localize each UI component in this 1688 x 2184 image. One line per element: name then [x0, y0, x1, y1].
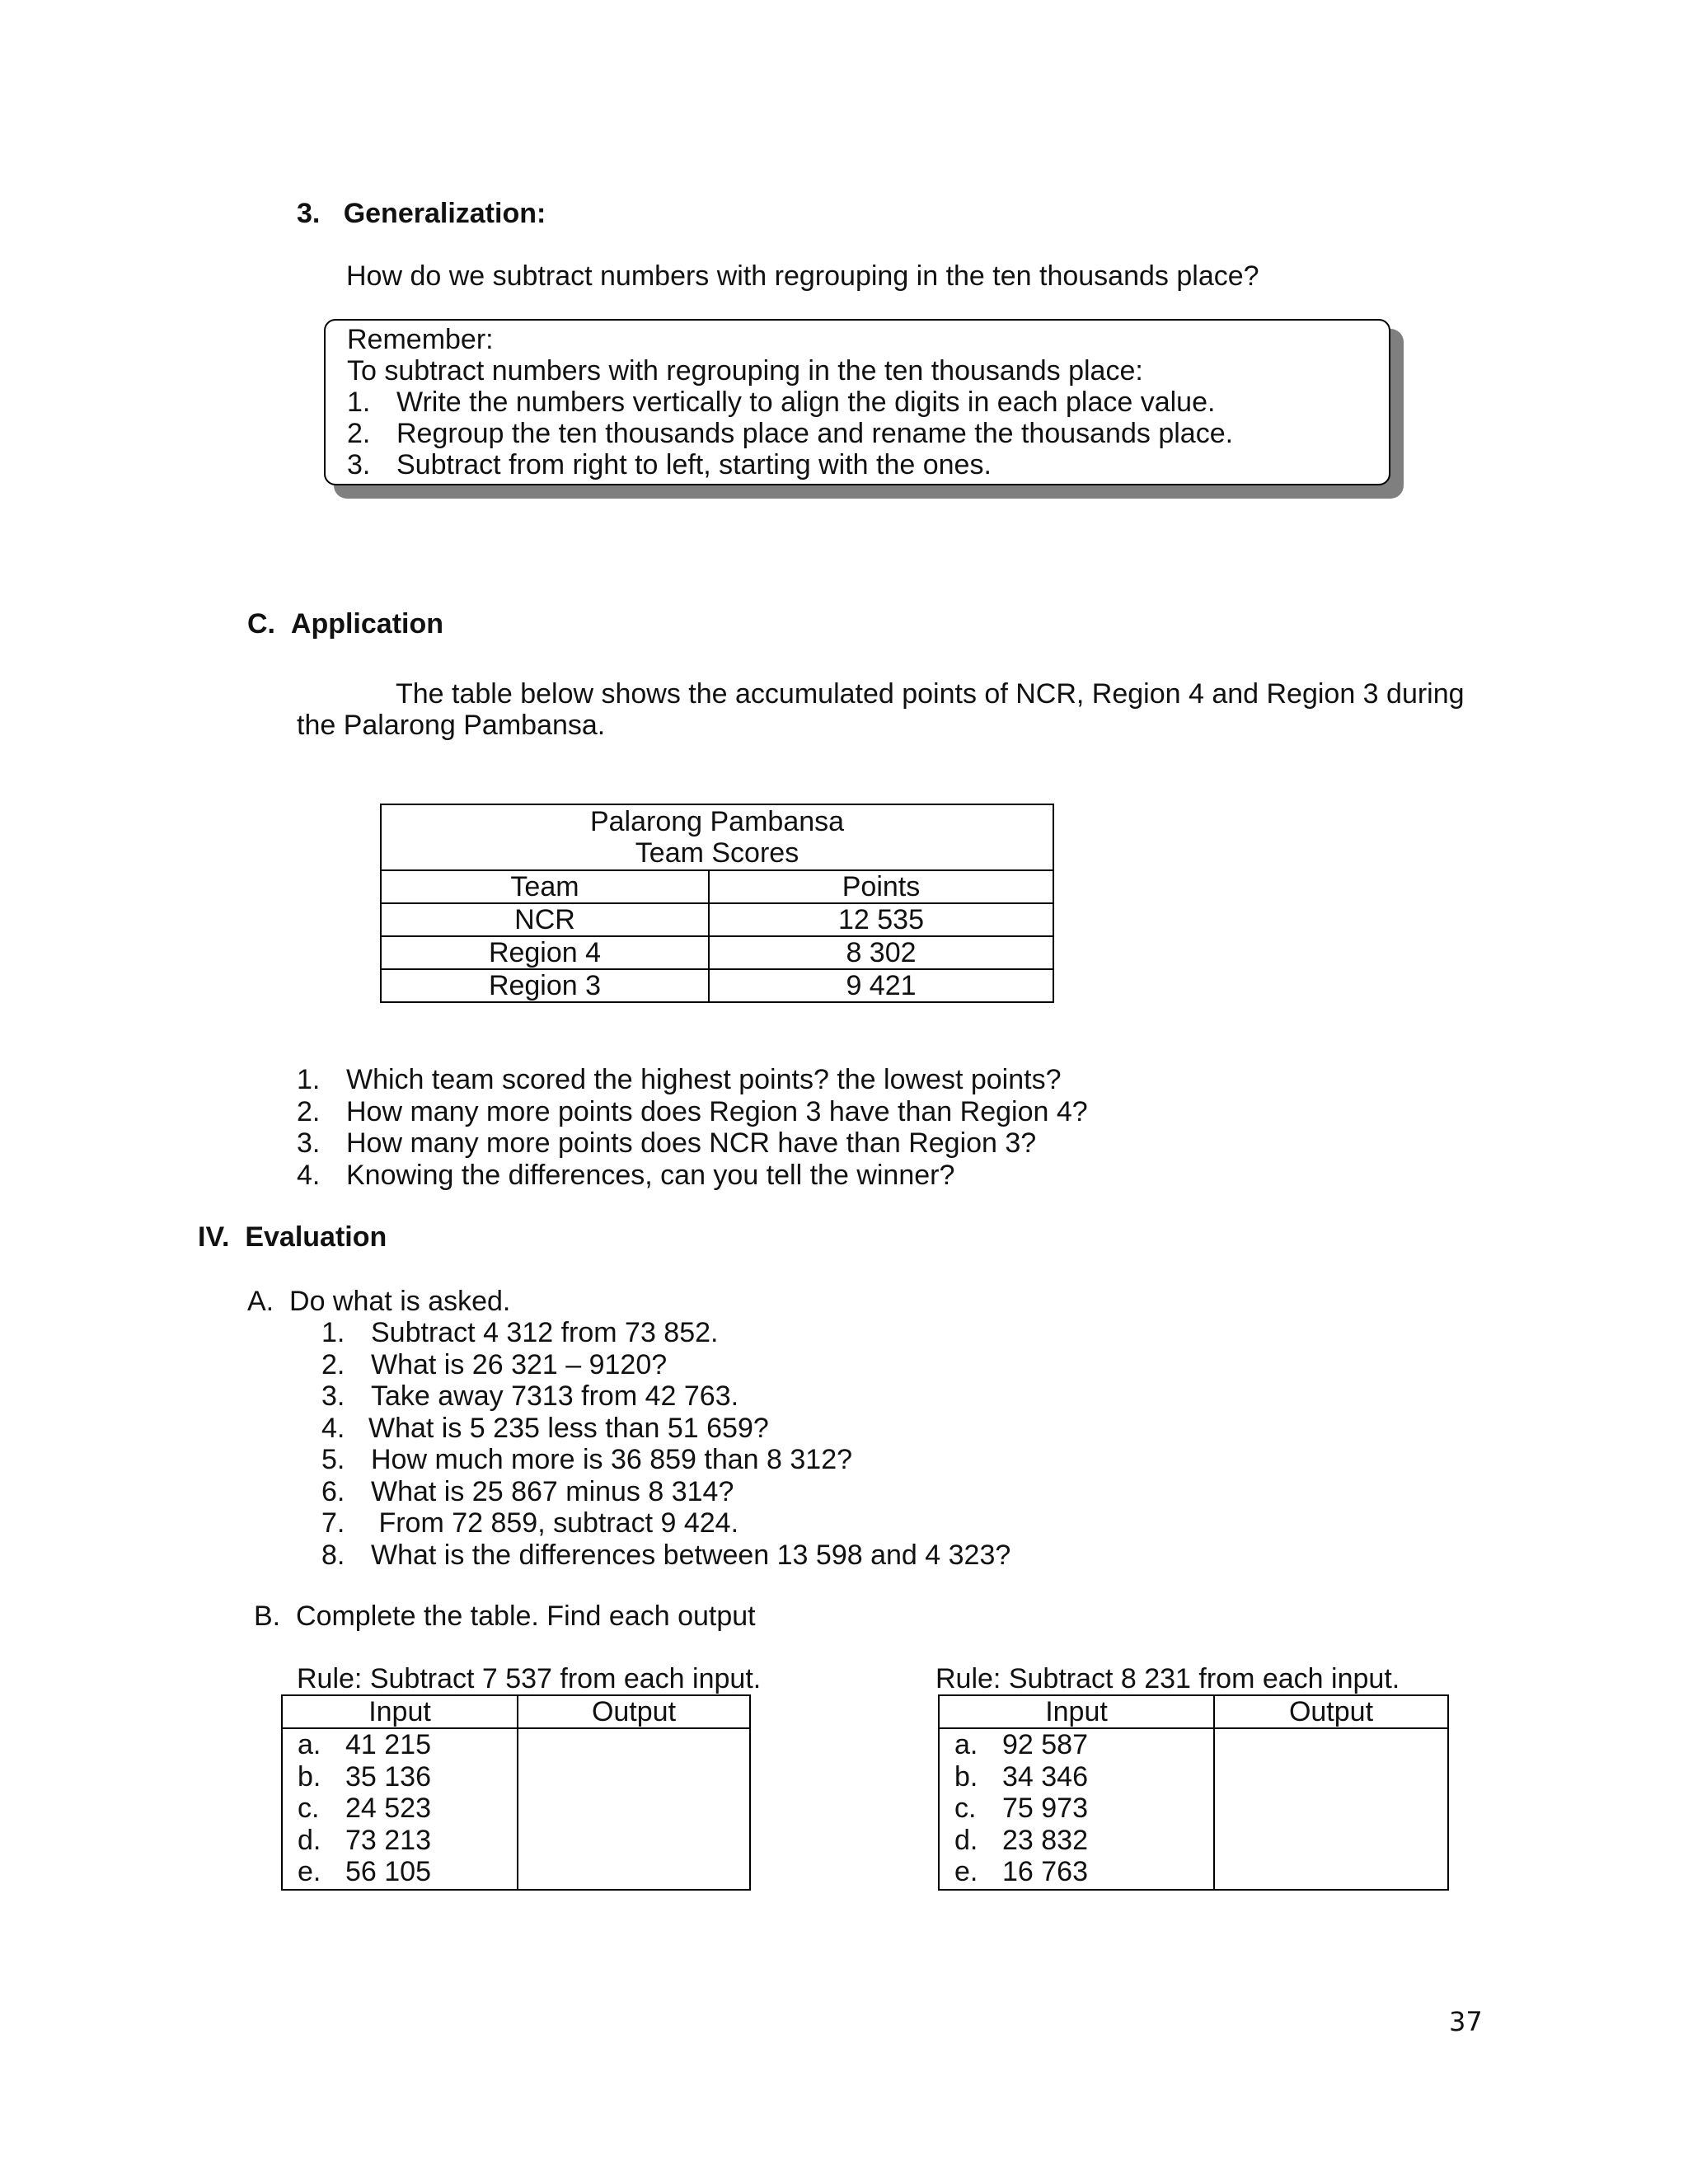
table-body-row	[939, 1728, 1448, 1890]
remember-box	[324, 319, 1390, 485]
step-text: Subtract from right to left, starting with the ones.	[396, 449, 992, 480]
table-subtitle: Team Scores	[635, 837, 799, 869]
list-item	[297, 1160, 1088, 1192]
item-letter: c.	[954, 1793, 977, 1824]
team-cell: Region 3	[381, 969, 709, 1002]
item-text: What is the differences between 13 598 and 4 323?	[371, 1539, 1011, 1571]
table-title-cell	[381, 804, 1053, 870]
output-cell[interactable]	[1214, 1728, 1448, 1890]
remember-intro: To subtract numbers with regrouping in the ten thousands place:	[347, 355, 1143, 387]
generalization-question: How do we subtract numbers with regrouping in the ten thousands place?	[346, 260, 1259, 292]
list-item	[297, 1064, 1088, 1096]
list-item	[321, 1413, 1010, 1445]
item-value: 24 523	[345, 1793, 431, 1824]
input-cell	[282, 1728, 518, 1890]
remember-title: Remember:	[347, 324, 494, 355]
item-text: Take away 7313 from 42 763.	[371, 1380, 739, 1412]
step-number: 1.	[347, 387, 371, 418]
application-heading: C. Application	[247, 608, 443, 640]
input-item	[298, 1793, 517, 1825]
item-number: 5.	[321, 1444, 345, 1475]
header-team: Team	[381, 870, 709, 903]
item-number: 6.	[321, 1475, 345, 1507]
item-text: Knowing the differences, can you tell the winner?	[346, 1159, 955, 1191]
item-number: 3.	[297, 1127, 321, 1159]
table-row	[381, 936, 1053, 969]
input-cell	[939, 1728, 1214, 1890]
input-item	[298, 1856, 517, 1888]
item-text: How many more points does Region 3 have than Region 4?	[346, 1095, 1088, 1127]
table-row	[381, 969, 1053, 1002]
part-b-label: B. Complete the table. Find each output	[254, 1601, 756, 1632]
item-letter: a.	[298, 1729, 321, 1760]
item-letter: b.	[298, 1760, 321, 1793]
team-cell: Region 4	[381, 936, 709, 969]
output-cell[interactable]	[518, 1728, 750, 1890]
table-header-row	[381, 870, 1053, 903]
list-item	[321, 1476, 1010, 1508]
header-output: Output	[1214, 1695, 1448, 1728]
item-letter: d.	[298, 1824, 321, 1856]
team-scores-table	[380, 804, 1054, 1003]
input-item	[954, 1856, 1213, 1888]
points-cell: 9 421	[709, 969, 1053, 1002]
list-item	[321, 1444, 1010, 1476]
item-value: 41 215	[345, 1729, 431, 1760]
list-item	[321, 1349, 1010, 1381]
input-item	[298, 1729, 517, 1761]
application-questions	[297, 1064, 1088, 1191]
input-output-table-left	[281, 1694, 751, 1891]
item-number: 3.	[321, 1380, 345, 1412]
points-cell: 12 535	[709, 903, 1053, 936]
item-number: 1.	[321, 1317, 345, 1348]
table-row	[381, 903, 1053, 936]
table-title-row	[381, 804, 1053, 870]
input-output-table-right	[938, 1694, 1449, 1891]
rule-right: Rule: Subtract 8 231 from each input.	[935, 1663, 1400, 1694]
table-header-row	[282, 1695, 750, 1728]
item-letter: a.	[954, 1729, 978, 1760]
generalization-heading: 3. Generalization:	[297, 198, 546, 229]
remember-step	[347, 418, 1389, 449]
item-letter: e.	[298, 1856, 321, 1887]
item-value: 23 832	[1002, 1824, 1088, 1856]
item-letter: e.	[954, 1856, 978, 1887]
step-text: Regroup the ten thousands place and rename the thousands place.	[396, 418, 1234, 449]
header-input: Input	[282, 1695, 518, 1728]
item-value: 35 136	[345, 1760, 431, 1793]
points-cell: 8 302	[709, 936, 1053, 969]
page-number: 37	[1449, 2006, 1483, 2037]
input-item	[298, 1825, 517, 1857]
item-letter: d.	[954, 1824, 978, 1856]
table-header-row	[939, 1695, 1448, 1728]
item-letter: b.	[954, 1760, 978, 1793]
item-text: How many more points does NCR have than Region 3?	[346, 1127, 1037, 1159]
step-text: Write the numbers vertically to align the digits in each place value.	[396, 387, 1216, 418]
item-text: From 72 859, subtract 9 424.	[371, 1507, 739, 1539]
item-value: 16 763	[1002, 1856, 1088, 1887]
remember-step	[347, 449, 1389, 480]
input-item	[954, 1729, 1213, 1761]
list-item	[321, 1507, 1010, 1540]
remember-step	[347, 387, 1389, 418]
header-input: Input	[939, 1695, 1214, 1728]
item-text: How much more is 36 859 than 8 312?	[371, 1444, 853, 1475]
item-value: 56 105	[345, 1856, 431, 1887]
item-text: What is 26 321 – 9120?	[371, 1348, 668, 1380]
item-number: 7.	[321, 1507, 345, 1539]
item-text: Which team scored the highest points? the lowest points?	[346, 1064, 1062, 1095]
application-intro-line2: the Palarong Pambansa.	[297, 710, 606, 741]
item-value: 73 213	[345, 1824, 431, 1856]
item-text: What is 25 867 minus 8 314?	[371, 1475, 734, 1507]
header-points: Points	[709, 870, 1053, 903]
item-number: 4.	[297, 1159, 321, 1191]
list-item	[321, 1540, 1010, 1572]
item-text: Subtract 4 312 from 73 852.	[371, 1317, 719, 1348]
item-value: 75 973	[1002, 1793, 1088, 1824]
part-a-items	[321, 1317, 1010, 1571]
item-number: 2.	[297, 1095, 321, 1127]
item-number: 1.	[297, 1064, 321, 1095]
part-a-label: A. Do what is asked.	[247, 1286, 511, 1317]
list-item	[321, 1317, 1010, 1349]
step-number: 3.	[347, 449, 371, 480]
rule-left: Rule: Subtract 7 537 from each input.	[297, 1663, 762, 1694]
team-cell: NCR	[381, 903, 709, 936]
input-item	[954, 1825, 1213, 1857]
list-item	[297, 1127, 1088, 1160]
item-number: 4.	[321, 1412, 345, 1444]
list-item	[321, 1380, 1010, 1413]
item-text: What is 5 235 less than 51 659?	[368, 1412, 769, 1444]
input-item	[298, 1761, 517, 1793]
evaluation-heading: IV. Evaluation	[198, 1221, 387, 1253]
item-value: 34 346	[1002, 1760, 1088, 1793]
item-value: 92 587	[1002, 1729, 1088, 1760]
item-number: 2.	[321, 1348, 345, 1380]
item-letter: c.	[298, 1793, 320, 1824]
input-item	[954, 1761, 1213, 1793]
input-item	[954, 1793, 1213, 1825]
application-intro-line1: The table below shows the accumulated points of NCR, Region 4 and Region 3 during	[396, 678, 1465, 710]
header-output: Output	[518, 1695, 750, 1728]
step-number: 2.	[347, 418, 371, 449]
item-number: 8.	[321, 1539, 345, 1571]
table-body-row	[282, 1728, 750, 1890]
table-title: Palarong Pambansa	[589, 806, 845, 837]
list-item	[297, 1096, 1088, 1128]
